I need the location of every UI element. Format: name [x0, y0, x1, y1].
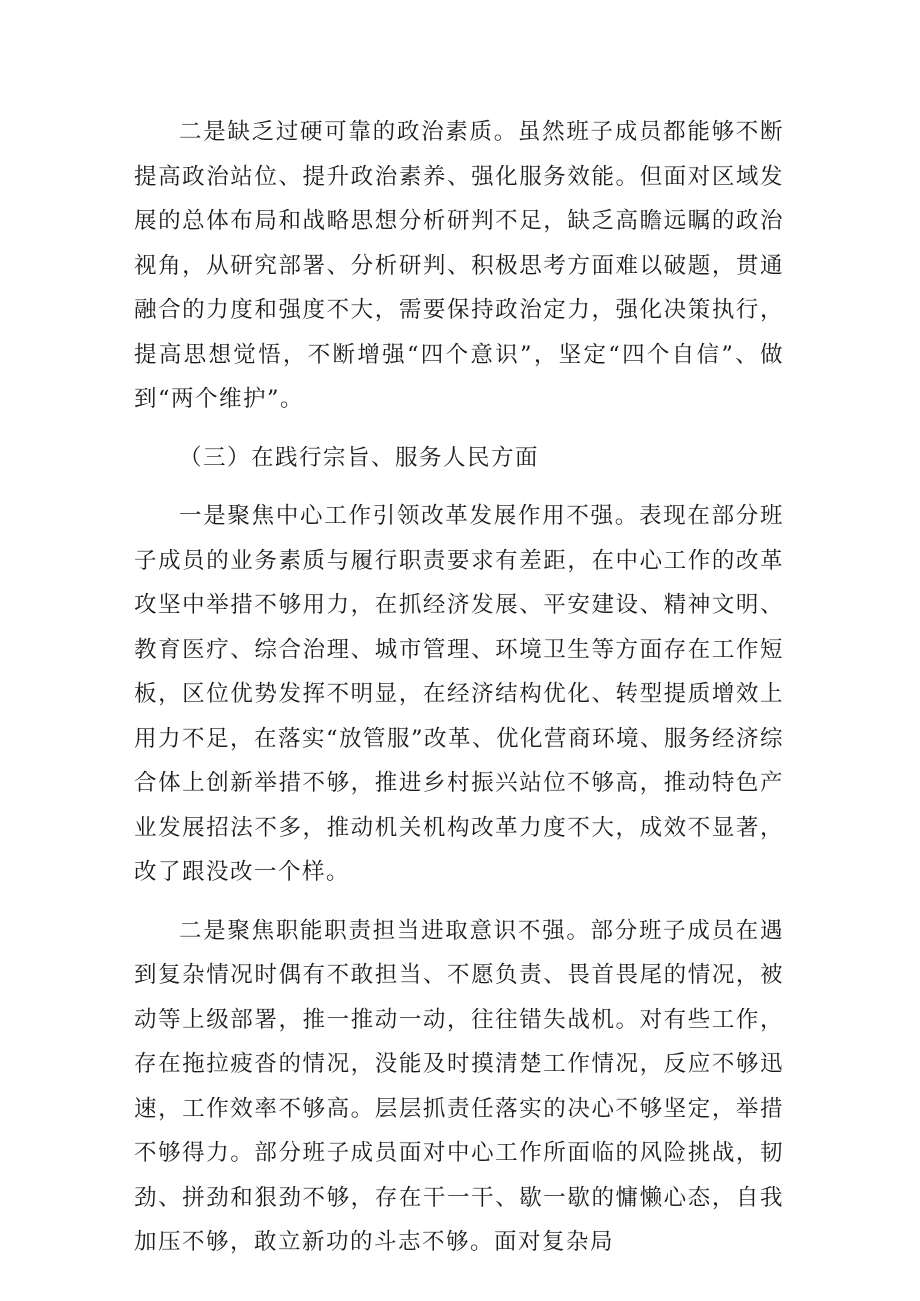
paragraph-reform-leadership: 一是聚焦中心工作引领改革发展作用不强。表现在部分班子成员的业务素质与履行职责要求有差距，在中心工作的改革攻坚中举措不够用力，在抓经济发展、平安建设、精神文明、教育医疗、综合治理、城市管理、环境卫生等方面存在工作短板，区位优势发挥不明显，在经济结构优化、转型提质增效上用力不足，在落实“放管服”改革、优化营商环境、服务经济综合体上创新举措不够，推进乡村振兴站位不够高，推动特色产业发展招法不多，推动机关机构改革力度不大，成效不显著，改了跟没改一个样。: [134, 503, 785, 885]
document-body: [134, 110, 784, 1279]
section-heading-serving-people: （三）在践行宗旨、服务人民方面: [179, 444, 540, 471]
paragraph-responsibility: 二是聚焦职能职责担当进取意识不强。部分班子成员在遇到复杂情况时偶有不敢担当、不愿负责、畏首畏尾的情况，被动等上级部署，推一推动一动，往往错失战机。对有些工作，存在拖拉疲沓的情况，没能及时摸清楚工作情况，反应不够迅速，工作效率不够高。层层抓责任落实的决心不够坚定，举措不够得力。部分班子成员面对中心工作所面临的风险挑战，韧劲、拼劲和狠劲不够，存在干一干、歇一歇的慵懒心态，自我加压不够，敢立新功的斗志不够。面对复杂局: [134, 917, 784, 1255]
paragraph-political-quality: 二是缺乏过硬可靠的政治素质。虽然班子成员都能够不断提高政治站位、提升政治素养、强化服务效能。但面对区域发展的总体布局和战略思想分析研判不足，缺乏高瞻远瞩的政治视角，从研究部署、分析研判、积极思考方面难以破题，贯通融合的力度和强度不大，需要保持政治定力，强化决策执行，提高思想觉悟，不断增强“四个意识”，坚定“四个自信”、做到“两个维护”。: [134, 119, 784, 412]
